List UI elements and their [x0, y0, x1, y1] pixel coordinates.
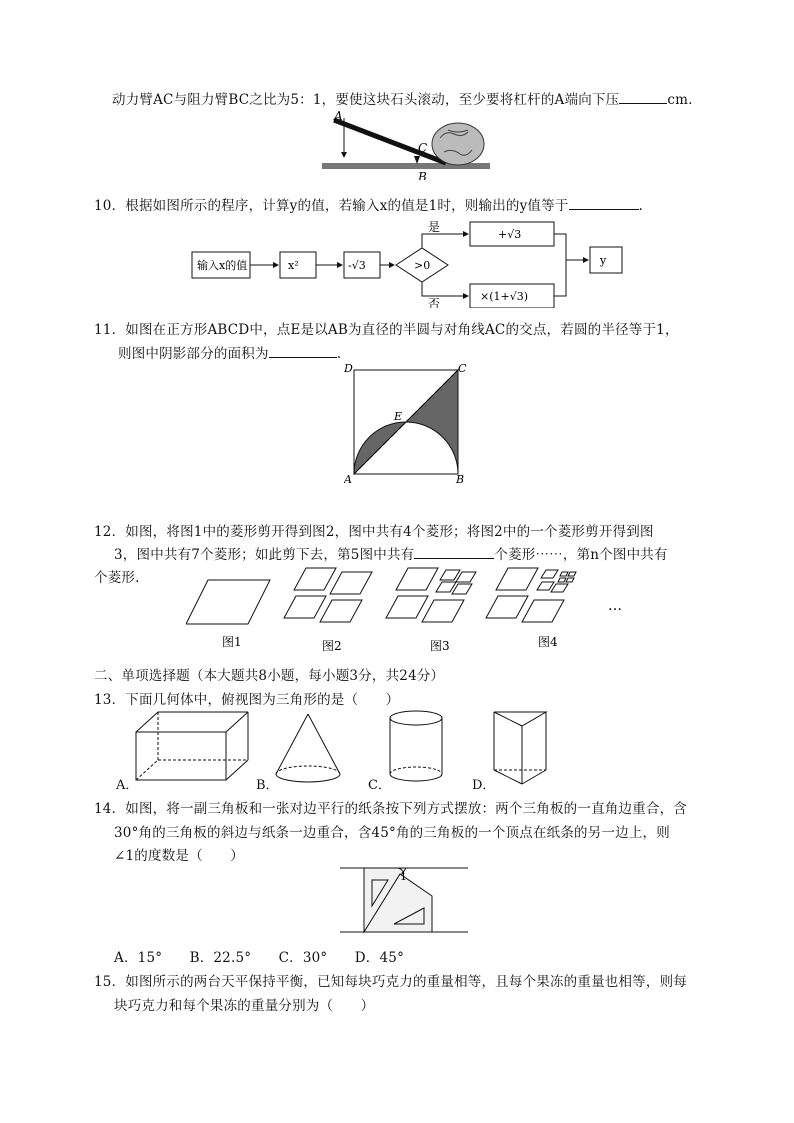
flow-yes-path — [422, 234, 468, 248]
q12-line3: 个菱形. — [94, 570, 140, 586]
flow-plus-label: +√3 — [498, 228, 522, 241]
label-a: A — [334, 109, 343, 123]
shade-right — [406, 370, 458, 474]
label-b: B — [418, 170, 427, 180]
q12-line2 — [114, 543, 668, 563]
rock — [432, 123, 484, 165]
q11-answer-blank — [269, 345, 337, 358]
flow-yes-label: 是 — [428, 220, 441, 234]
q12-line1: 12．如图，将图1中的菱形剪开得到图2，图中共有4个菱形；将图2中的一个菱形剪开得到图 — [94, 524, 654, 540]
q9-text — [112, 88, 693, 108]
force-arrow-head — [341, 152, 347, 158]
fig2 — [284, 568, 372, 622]
angle-1-label: 1 — [400, 870, 407, 883]
label-c: C — [458, 362, 467, 375]
flow-input-label: 输入x的值 — [197, 259, 248, 272]
cone-solid — [276, 714, 340, 782]
q14-line3: ∠1的度数是（ ） — [114, 848, 244, 864]
q13-option-b[interactable]: B． — [256, 778, 279, 793]
fulcrum — [414, 156, 420, 164]
square-figure — [344, 362, 474, 484]
flow-no-label: 否 — [428, 297, 441, 308]
q13-option-d[interactable]: D． — [472, 778, 496, 793]
q15-line1: 15．如图所示的两台天平保持平衡，已知每块巧克力的重量相等，且每个果冻的重量也相等，则每 — [94, 974, 687, 990]
label-c: C — [418, 141, 428, 155]
q9-answer-blank — [619, 91, 667, 104]
rhombus-figures — [186, 562, 636, 652]
q11-stem: 则图中阴影部分的面积为 — [118, 346, 269, 362]
q12-answer-blank-1 — [414, 546, 494, 559]
q10-stem: 10．根据如图所示的程序，计算y的值，若输入x的值是1时，则输出的y值等于 — [94, 198, 569, 214]
lever-figure — [322, 108, 502, 180]
prism-solid — [494, 712, 546, 784]
caption-fig3: 图3 — [430, 639, 450, 652]
q15-line2: 块巧克力和每个果冻的重量分别为（ ） — [114, 998, 375, 1014]
q10-text — [94, 194, 643, 214]
figures-ellipsis: … — [608, 598, 622, 614]
fig3 — [386, 568, 476, 622]
q11-line2 — [118, 342, 341, 362]
flow-times-label: ×(1+√3) — [480, 290, 529, 303]
q14-line2: 30°角的三角板的斜边与纸条一边重合，含45°角的三角板的一个顶点在纸条的另一边上，则 — [114, 825, 670, 841]
q11-end: . — [336, 346, 342, 362]
q12-line2-a: 3，图中共有7个菱形；如此剪下去，第5图中共有 — [114, 547, 415, 563]
caption-fig2: 图2 — [322, 639, 342, 652]
q11-line1: 11．如图在正方形ABCD中，点E是以AB为直径的半圆与对角线AC的交点，若圆的半径等于1， — [94, 322, 679, 338]
flow-minus-label: -√3 — [348, 259, 366, 272]
q9-text-before: 动力臂AC与阻力臂BC之比为5：1，要使这块石头滚动，至少要将杠杆的A端向下压 — [112, 92, 620, 108]
q10-answer-blank — [569, 197, 639, 210]
flow-output-label: y — [600, 254, 607, 267]
fig4 — [486, 568, 576, 622]
flowchart-figure — [188, 216, 638, 308]
q9-text-after: cm. — [667, 92, 693, 108]
q10-end: . — [638, 198, 644, 214]
fig1-rhombus — [186, 580, 270, 624]
q14-line1: 14．如图，将一副三角板和一张对边平行的纸条按下列方式摆放：两个三角板的一直角边重合，含 — [94, 801, 687, 817]
label-d: D — [344, 362, 353, 375]
label-a: A — [344, 473, 352, 484]
solids-figure — [110, 708, 580, 788]
q14-options[interactable]: A．15° B．22.5° C．30° D．45° — [114, 950, 405, 966]
q13-option-a[interactable]: A． — [116, 778, 139, 793]
label-b: B — [456, 473, 465, 484]
flow-decision-label: >0 — [414, 259, 431, 272]
section2-heading: 二、单项选择题（本大题共8小题，每小题3分，共24分） — [94, 668, 445, 684]
lever-bar — [334, 120, 446, 163]
label-e: E — [394, 410, 403, 423]
flow-merge-line — [554, 234, 566, 296]
q12-line2-b: 个菱形⋯⋯，第n个图中共有 — [494, 547, 668, 563]
caption-fig4: 图4 — [538, 635, 558, 649]
q13-text: 13．下面几何体中，俯视图为三角形的是（ ） — [94, 692, 400, 708]
triangle-ruler-figure — [340, 862, 480, 938]
flow-square-label: x² — [288, 259, 299, 272]
flow-no-path — [422, 282, 468, 296]
cylinder-solid — [390, 711, 442, 781]
q13-option-c[interactable]: C． — [368, 778, 391, 793]
cuboid-solid — [136, 712, 248, 780]
caption-fig1: 图1 — [222, 635, 242, 649]
